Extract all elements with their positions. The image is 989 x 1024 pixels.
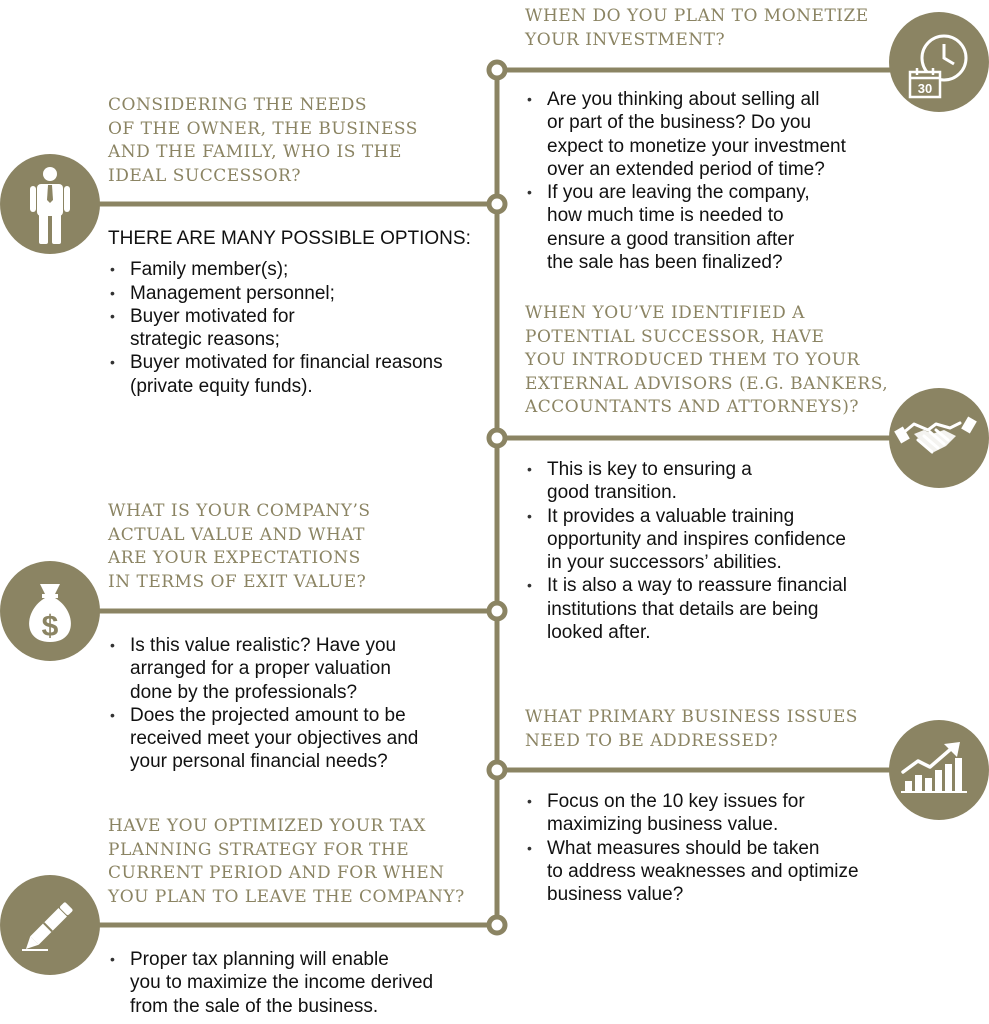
section-body-successor bbox=[108, 227, 471, 398]
money-bag-icon bbox=[0, 561, 100, 661]
bullet-line: done by the professionals? bbox=[130, 681, 358, 703]
bullet-line: looked after. bbox=[547, 622, 651, 644]
person-icon bbox=[0, 154, 100, 254]
bullet-line: • Proper tax planning will enable bbox=[130, 949, 389, 970]
heading-line: YOUR INVESTMENT? bbox=[525, 29, 726, 50]
bullet-item bbox=[108, 305, 471, 352]
heading-line: HAVE YOU OPTIMIZED YOUR TAX bbox=[108, 816, 427, 836]
heading-line: AND THE FAMILY, WHO IS THE bbox=[108, 142, 402, 162]
bullet-line: to address weaknesses and optimize bbox=[547, 860, 859, 882]
heading-line: EXTERNAL ADVISORS (E.G. BANKERS, bbox=[525, 373, 889, 394]
node-dot bbox=[489, 917, 505, 933]
heading-line: ARE YOUR EXPECTATIONS bbox=[108, 548, 361, 568]
heading-line: PLANNING STRATEGY FOR THE bbox=[108, 839, 410, 860]
bullet-line: over an extended period of time? bbox=[547, 158, 825, 180]
pen-icon bbox=[0, 875, 100, 975]
heading-line: OF THE OWNER, THE BUSINESS bbox=[108, 118, 418, 139]
bullet-line: arranged for a proper valuation bbox=[130, 658, 391, 680]
bullet-line: how much time is needed to bbox=[547, 205, 784, 227]
bullet-line: business value? bbox=[547, 884, 684, 906]
node-dot bbox=[489, 62, 505, 78]
bullet-line: you to maximize the income derived bbox=[130, 972, 434, 994]
bullet-line: • Buyer motivated for financial reasons bbox=[130, 352, 443, 374]
bullet-line: • Buyer motivated for bbox=[130, 305, 295, 327]
clock-calendar-icon bbox=[889, 12, 989, 112]
bullet-list bbox=[525, 88, 846, 274]
bullet-line: • Management personnel; bbox=[130, 282, 335, 304]
bullet-item bbox=[108, 282, 471, 305]
heading-line: NEED TO BE ADDRESSED? bbox=[525, 730, 779, 751]
bullet-item bbox=[108, 704, 418, 774]
bullet-list bbox=[108, 258, 471, 398]
heading-line: POTENTIAL SUCCESSOR, HAVE bbox=[525, 326, 825, 347]
heading-line: WHAT PRIMARY BUSINESS ISSUES bbox=[525, 707, 858, 727]
bullet-line: institutions that details are being bbox=[547, 598, 819, 620]
bullet-line: • What measures should be taken bbox=[547, 837, 820, 859]
bullet-item bbox=[108, 258, 471, 281]
section-body-company-value bbox=[108, 634, 418, 774]
heading-line: WHEN YOU’VE IDENTIFIED A bbox=[525, 303, 805, 323]
node-dot bbox=[489, 762, 505, 778]
section-body-business-issues bbox=[525, 790, 859, 906]
heading-line: WHEN DO YOU PLAN TO MONETIZE bbox=[525, 6, 869, 26]
bullet-line: maximizing business value. bbox=[547, 814, 779, 836]
bullet-line: • If you are leaving the company, bbox=[547, 182, 810, 204]
bullet-line: the sale has been finalized? bbox=[547, 252, 783, 274]
heading-line: CONSIDERING THE NEEDS bbox=[108, 95, 368, 115]
bullet-item bbox=[108, 948, 433, 1018]
heading-line: YOU INTRODUCED THEM TO YOUR bbox=[525, 350, 860, 370]
heading-line: YOU PLAN TO LEAVE THE COMPANY? bbox=[108, 886, 465, 907]
heading-line: CURRENT PERIOD AND FOR WHEN bbox=[108, 863, 445, 883]
bullet-line: from the sale of the business. bbox=[130, 995, 379, 1017]
bullet-line: received meet your objectives and bbox=[130, 728, 419, 750]
bullet-line: • Are you thinking about selling all bbox=[547, 89, 820, 110]
bullet-item bbox=[525, 574, 847, 644]
handshake-icon bbox=[889, 388, 989, 488]
bullet-line: • It is also a way to reassure financial bbox=[547, 575, 847, 597]
section-heading-monetize bbox=[525, 5, 869, 52]
bullet-item bbox=[525, 181, 846, 274]
calendar-day-label: 30 bbox=[917, 81, 933, 96]
bullet-line: • Family member(s); bbox=[130, 259, 289, 281]
section-body-tax-planning bbox=[108, 948, 433, 1018]
bullet-item bbox=[108, 634, 418, 704]
section-heading-company-value bbox=[108, 500, 371, 594]
node-dot bbox=[489, 196, 505, 212]
bullet-item bbox=[525, 790, 859, 837]
heading-line: IN TERMS OF EXIT VALUE? bbox=[108, 571, 367, 592]
bullet-line: (private equity funds). bbox=[130, 375, 313, 397]
bullet-line: in your successors’ abilities. bbox=[547, 552, 782, 574]
bullet-line: strategic reasons; bbox=[130, 329, 280, 351]
section-heading-business-issues bbox=[525, 706, 858, 753]
bullet-line: • Does the projected amount to be bbox=[130, 704, 406, 726]
heading-line: ACCOUNTANTS AND ATTORNEYS)? bbox=[525, 397, 860, 417]
section-intro: THERE ARE MANY POSSIBLE OPTIONS: bbox=[108, 228, 471, 249]
section-body-advisors bbox=[525, 458, 847, 644]
section-body-monetize bbox=[525, 88, 846, 274]
node-dot bbox=[489, 430, 505, 446]
growth-chart-icon bbox=[889, 720, 989, 820]
bullet-list bbox=[525, 790, 859, 906]
section-heading-tax-planning bbox=[108, 815, 465, 909]
bullet-line: your personal financial needs? bbox=[130, 751, 388, 773]
bullet-line: • This is key to ensuring a bbox=[547, 459, 752, 480]
bullet-line: good transition. bbox=[547, 482, 677, 504]
bullet-line: opportunity and inspires confidence bbox=[547, 528, 846, 550]
bullet-line: • Is this value realistic? Have you bbox=[130, 635, 397, 656]
bullet-item bbox=[525, 458, 847, 505]
heading-line: ACTUAL VALUE AND WHAT bbox=[108, 524, 365, 545]
bullet-item bbox=[108, 351, 471, 398]
section-heading-advisors bbox=[525, 302, 888, 420]
bullet-item bbox=[525, 505, 847, 575]
svg-text:$: $ bbox=[41, 610, 59, 643]
bullet-line: ensure a good transition after bbox=[547, 228, 795, 250]
section-heading-successor bbox=[108, 94, 418, 188]
heading-line: WHAT IS YOUR COMPANY’S bbox=[108, 501, 371, 521]
bullet-line: • Focus on the 10 key issues for bbox=[547, 791, 805, 812]
heading-line: IDEAL SUCCESSOR? bbox=[108, 165, 301, 186]
bullet-list bbox=[108, 634, 418, 774]
node-dot bbox=[489, 603, 505, 619]
bullet-list bbox=[108, 948, 433, 1018]
bullet-item bbox=[525, 837, 859, 907]
bullet-list bbox=[525, 458, 847, 644]
bullet-item bbox=[525, 88, 846, 181]
bullet-line: expect to monetize your investment bbox=[547, 135, 846, 157]
bullet-line: or part of the business? Do you bbox=[547, 112, 812, 134]
bullet-line: • It provides a valuable training bbox=[547, 505, 795, 527]
